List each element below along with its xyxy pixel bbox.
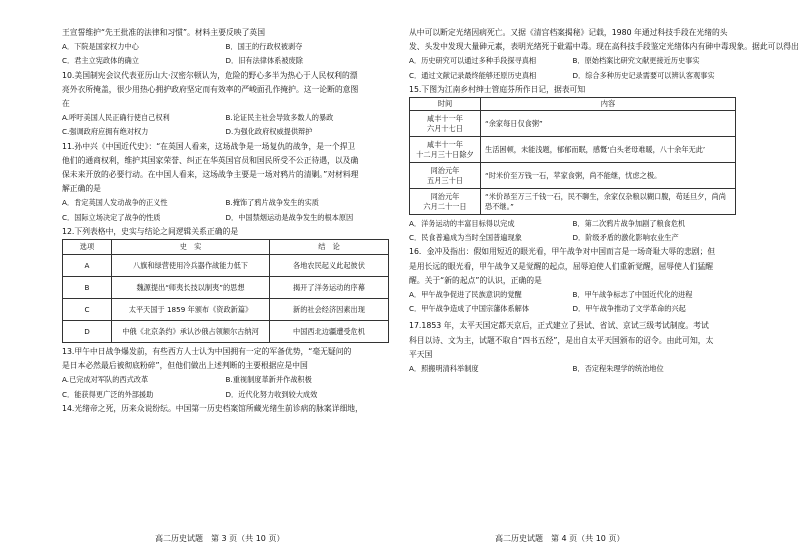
q13-option-a[interactable]: A.已完成对军队的西式改革	[62, 375, 149, 385]
q12-row-b-conclusion: 揭开了洋务运动的序幕	[270, 277, 389, 299]
q15-options	[409, 217, 736, 245]
q13-option-d[interactable]: D．近代化努力收到较大成效	[225, 389, 318, 399]
q10-option-b[interactable]: B.论证民主社会导致多数人的暴政	[225, 113, 334, 123]
q15-option-c[interactable]: C．民食普遍成为当时全国普遍现象	[409, 233, 522, 243]
q12-row-d	[63, 321, 389, 343]
page-left	[0, 0, 397, 560]
q12-row-a-conclusion: 各地农民起义此起彼伏	[270, 255, 389, 277]
q16-line-3: 醒。关于“新的起点”的认识，正确的是	[409, 275, 542, 285]
q11-option-a[interactable]: A．肯定英国人发动战争的正义性	[62, 198, 168, 208]
q12-row-d-option: D	[63, 321, 112, 343]
q14-cont-line-2: 发、头发中发现大量砷元素，表明光绪死于砒霜中毒。现在高科技手段鉴定光绪体内有砷中毒现象。据此可以得出	[409, 42, 799, 52]
q10-option-d[interactable]: D.为强化政府权威提供辩护	[225, 127, 313, 137]
q12-row-c	[63, 299, 389, 321]
q15-row-3	[410, 163, 736, 189]
q15-header-content: 内容	[481, 98, 736, 111]
q10-option-c[interactable]: C.强调政府应拥有绝对权力	[62, 127, 149, 137]
q11-line-3: 保未来开放的必要行动。在中国人看来，这场战争主要是一场对鸦片的清剿。”对材料理	[62, 170, 359, 180]
q12-row-a-fact: 八旗和绿营使用冷兵器作战能力低下	[112, 255, 270, 277]
q15-header-time: 时间	[410, 98, 481, 111]
q15-row-4-content: “米价昂至万三千钱一石，民不聊生，余家仅杂粮以糊口腹，苟延旦夕，尚尚恐不继。”	[481, 189, 736, 215]
q15-row-1-time: 咸丰十一年 六月十七日	[410, 111, 481, 137]
q10-options	[62, 111, 389, 139]
q12-row-a	[63, 255, 389, 277]
q11-option-d[interactable]: D．中国禁烟运动是战争发生的根本原因	[225, 212, 354, 222]
q12-row-c-fact: 太平天国于 1859 年颁布《资政新篇》	[112, 299, 270, 321]
q14-option-b[interactable]: B．原始档案比研究文献更接近历史事实	[572, 56, 700, 66]
q15-row-3-content: “时米价至万钱一石，苹家食粥，尚不能继，忧虑之极。	[481, 163, 736, 189]
q17-line-1: 17.1853 年，太平天国定都天京后，正式建立了县试、省试、京试三级考试制度。考试	[409, 321, 709, 331]
q12-row-b-fact: 魏源提出“师夷长技以制夷”的思想	[112, 277, 270, 299]
q12-header-option: 选项	[63, 240, 112, 255]
q12-header-row	[63, 240, 389, 255]
q13-line-1: 13.甲午中日战争爆发前，有些西方人士认为中国拥有一定的军备优势，“毫无疑问的	[62, 347, 352, 357]
q11-options	[62, 196, 389, 224]
q16-options	[409, 288, 736, 316]
q12-row-b	[63, 277, 389, 299]
q12-row-d-conclusion: 中国西北边疆遭受危机	[270, 321, 389, 343]
q12-stem: 12.下列表格中，史实与结论之间逻辑关系正确的是	[62, 226, 239, 236]
intro-option-d[interactable]: D．旧有法律体系被废除	[225, 56, 303, 66]
q12-row-a-option: A	[63, 255, 112, 277]
left-column	[62, 26, 389, 416]
page-right	[397, 0, 799, 560]
q14-option-a[interactable]: A．历史研究可以通过多种手段探寻真相	[409, 56, 537, 66]
q15-table	[409, 97, 736, 215]
intro-option-c[interactable]: C．君主立宪政体的确立	[62, 56, 139, 66]
q14-option-c[interactable]: C．通过文献记录最终能够还原历史真相	[409, 70, 537, 80]
q11-line-1: 11.孙中兴《中国近代史》：“在英国人看来，这场战争是一场复仇的战争，是一个捍卫	[62, 141, 356, 151]
q14-line-1: 14.光绪帝之死，历来众说纷纭。中国第一历史档案馆所藏光绪生前诊病的脉案详细地，	[62, 403, 363, 413]
q10-line-3: 在	[62, 99, 70, 109]
q13-option-b[interactable]: B.重视制度革新并作战积极	[225, 375, 312, 385]
q13-options	[62, 373, 389, 401]
q10-line-2: 亮外衣所掩盖，很少用热心拥护政府坚定而有效率的严峻面孔作掩护。这一论断的意图	[62, 84, 359, 94]
q14-options	[409, 54, 736, 82]
q10-line-1: 10.美国制宪会议代表亚历山大·汉密尔顿认为，危险的野心多半为热心于人民权利的漂	[62, 70, 358, 80]
q15-option-a[interactable]: A．洋务运动的丰富目标得以完成	[409, 219, 515, 229]
q15-stem: 15.下图为江南乡村绅士管庭芬所作日记，据表可知	[409, 84, 586, 94]
q12-header-fact: 史 实	[112, 240, 270, 255]
q15-header-row	[410, 98, 736, 111]
intro-options	[62, 40, 389, 68]
q17-option-b[interactable]: B．否定程朱理学的统治地位	[572, 364, 664, 374]
q15-row-1	[410, 111, 736, 137]
q15-row-1-content: “余家每日仅食粥”	[481, 111, 736, 137]
q16-option-a[interactable]: A．甲午战争促进了民族意识的觉醒	[409, 290, 522, 300]
q14-cont-line-1: 从中可以断定光绪因病死亡。又据《清宫档案揭秘》记载，1980 年通过科技手段在光绪的头	[409, 28, 728, 37]
q17-line-2: 科目以诗、文为主，试题不取自“四书五经”，是出自太平天国颁布的诏令。由此可知，太	[409, 335, 714, 345]
q16-line-1: 16．金冲及指出：假如用短近的眼光看，甲午战争对中国而言是一场奇耻大辱的悲剧；但	[409, 247, 716, 257]
q11-line-4: 解正确的是	[62, 184, 101, 194]
footer-left: 高二历史试题 第 3 页（共 10 页）	[155, 534, 285, 543]
q12-row-c-conclusion: 新的社会经济因素出现	[270, 299, 389, 321]
q17-options	[409, 362, 736, 376]
q15-option-b[interactable]: B．第二次鸦片战争加剧了粮食危机	[572, 219, 686, 229]
q12-row-b-option: B	[63, 277, 112, 299]
q14-option-d[interactable]: D．综合多种历史记录需要可以辨认客观事实	[572, 70, 715, 80]
right-column	[409, 26, 799, 376]
q12-header-conclusion: 结 论	[270, 240, 389, 255]
q13-option-c[interactable]: C．能获得更广泛的外部援助	[62, 389, 154, 399]
intro-option-b[interactable]: B．国王的行政权被剥夺	[225, 42, 303, 52]
q15-row-2	[410, 137, 736, 163]
q16-option-d[interactable]: D．甲午战争推动了文学革命的兴起	[572, 304, 686, 314]
intro-text: 王宣誓维护“先王批准的法律和习惯”。材料主要反映了英国	[62, 28, 265, 37]
q12-table	[62, 239, 389, 343]
q15-row-4-time: 同治元年 六月二十一日	[410, 189, 481, 215]
q16-line-2: 是用长远的眼光看，甲午战争又是觉醒的起点，屈辱迫使人们重新觉醒，屈辱使人们猛醒	[409, 261, 714, 271]
q16-option-c[interactable]: C．甲午战争造成了中国宗藩体系解体	[409, 304, 530, 314]
q10-option-a[interactable]: A.呼吁美国人民正确行使自己权利	[62, 113, 170, 123]
q13-line-2: 是日本必然最后被彻底粉碎”，但他们做出上述判断的主要根据应是中国	[62, 361, 308, 371]
footer-right: 高二历史试题 第 4 页（共 10 页）	[495, 534, 625, 543]
q17-option-a[interactable]: A．照搬明清科举制度	[409, 364, 479, 374]
q15-row-2-content: 生活困顿，未能浅题，郁郁而眠，感慨‘白头老母难暖，八十余年无此’	[481, 137, 736, 163]
q16-option-b[interactable]: B．甲午战争标志了中国近代化的进程	[572, 290, 693, 300]
q11-line-2: 他们的通商权利，维护其国家荣誉、纠正在华英国官员和国民所受不公正待遇，以及确	[62, 155, 359, 165]
q15-row-4	[410, 189, 736, 215]
q15-row-2-time: 咸丰十一年 十二月三十日除夕	[410, 137, 481, 163]
q11-option-b[interactable]: B.掩饰了鸦片战争发生的实质	[225, 198, 319, 208]
q12-row-d-fact: 中俄《北京条约》承认沙俄占领额尔古纳河	[112, 321, 270, 343]
q12-row-c-option: C	[63, 299, 112, 321]
q15-option-d[interactable]: D．阶级矛盾的激化影响农业生产	[572, 233, 679, 243]
q11-option-c[interactable]: C．国际立场决定了战争的性质	[62, 212, 161, 222]
q17-line-3: 平天国	[409, 349, 433, 359]
intro-option-a[interactable]: A．下院是国家权力中心	[62, 42, 139, 52]
q15-row-3-time: 同治元年 五月三十日	[410, 163, 481, 189]
